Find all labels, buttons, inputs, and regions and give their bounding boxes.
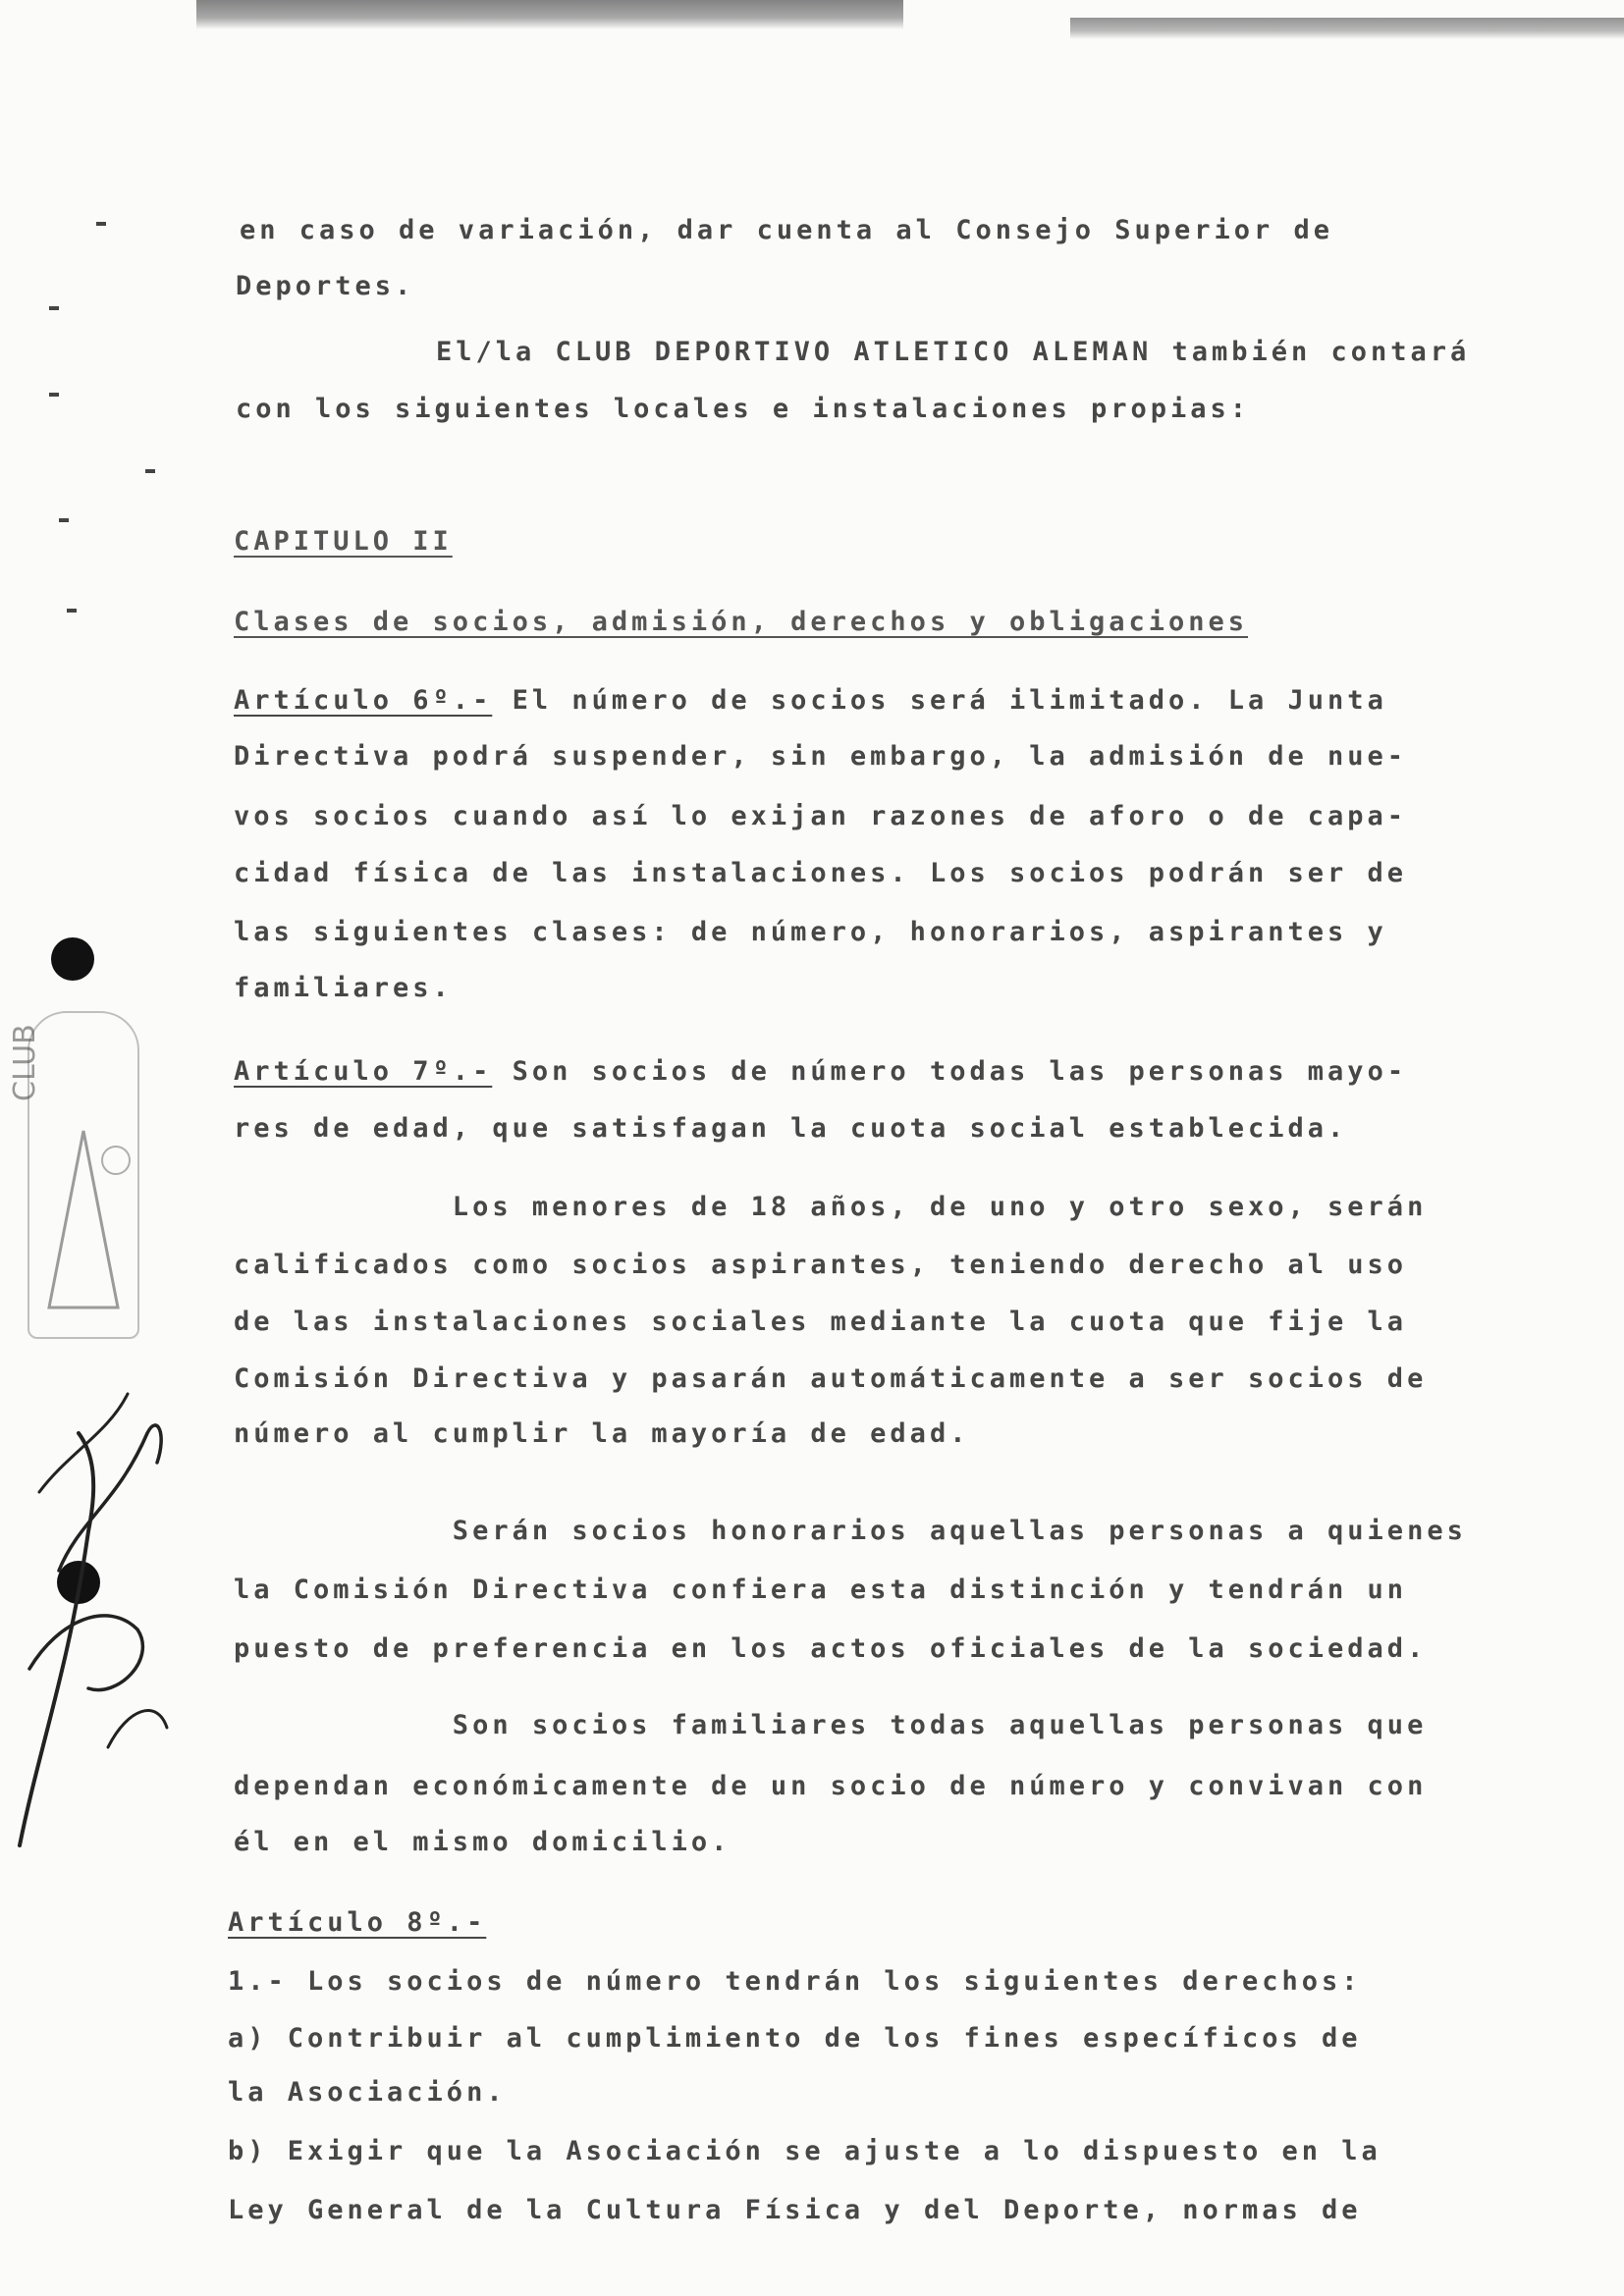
article-8-label: Artículo 8º.- [228, 1907, 487, 1938]
margin-mark [49, 306, 59, 310]
text-line: Directiva podrá suspender, sin embargo, la admisión de nue- [234, 741, 1408, 772]
chapter-title: CAPITULO II [234, 526, 453, 557]
article-6-label: Artículo 6º.- [234, 685, 493, 716]
text-line: Son socios familiares todas aquellas personas que [234, 1710, 1428, 1740]
text-line: 1.- Los socios de número tendrán los siguientes derechos: [228, 1966, 1362, 1997]
text-line: en caso de variación, dar cuenta al Consejo Superior de [240, 215, 1334, 245]
article-7-text: Son socios de número todas las personas mayo- [492, 1056, 1408, 1087]
text-line: puesto de preferencia en los actos oficiales de la sociedad. [234, 1633, 1428, 1664]
text-line: él en el mismo domicilio. [234, 1827, 731, 1857]
text-line: Los menores de 18 años, de uno y otro sexo, serán [234, 1192, 1428, 1222]
text-line: cidad física de las instalaciones. Los socios podrán ser de [234, 858, 1408, 888]
text-line: Deportes. [236, 271, 415, 301]
chapter-subtitle: Clases de socios, admisión, derechos y obligaciones [234, 607, 1249, 637]
margin-mark [67, 609, 77, 613]
text-line: vos socios cuando así lo exijan razones de aforo o de capa- [234, 801, 1408, 831]
text-line: a) Contribuir al cumplimiento de los fines específicos de [228, 2023, 1362, 2054]
text-line: El/la CLUB DEPORTIVO ATLETICO ALEMAN también contará [436, 337, 1471, 367]
article-6-first-line [234, 684, 1387, 718]
article-6-text: El número de socios será ilimitado. La Junta [492, 685, 1387, 716]
text-line: la Comisión Directiva confiera esta distinción y tendrán un [234, 1575, 1408, 1605]
article-7-first-line [234, 1055, 1407, 1089]
margin-mark [96, 222, 106, 226]
margin-mark [59, 518, 69, 522]
text-line: calificados como socios aspirantes, teniendo derecho al uso [234, 1250, 1408, 1280]
text-line: familiares. [234, 973, 453, 1003]
stamp-graphic [8, 1013, 137, 1337]
stamp-text: CLUB [8, 1024, 42, 1101]
margin-mark [49, 393, 59, 397]
text-line: la Asociación. [228, 2077, 507, 2108]
margin-mark [145, 469, 155, 473]
article-7-label: Artículo 7º.- [234, 1056, 493, 1087]
handwritten-signature [0, 1374, 187, 1885]
club-stamp [8, 1011, 139, 1339]
text-line: Ley General de la Cultura Física y del Deporte, normas de [228, 2195, 1362, 2225]
text-line: res de edad, que satisfagan la cuota social establecida. [234, 1113, 1348, 1144]
text-line: dependan económicamente de un socio de número y convivan con [234, 1771, 1428, 1801]
text-line: número al cumplir la mayoría de edad. [234, 1418, 970, 1449]
text-line: Comisión Directiva y pasarán automáticamente a ser socios de [234, 1363, 1428, 1394]
text-line: Serán socios honorarios aquellas personas a quienes [234, 1516, 1467, 1546]
punch-hole [51, 937, 94, 981]
text-line: b) Exigir que la Asociación se ajuste a lo dispuesto en la [228, 2136, 1381, 2166]
text-line: de las instalaciones sociales mediante la cuota que fije la [234, 1307, 1408, 1337]
text-line: con los siguientes locales e instalaciones propias: [236, 394, 1251, 424]
text-line: las siguientes clases: de número, honorarios, aspirantes y [234, 917, 1387, 947]
